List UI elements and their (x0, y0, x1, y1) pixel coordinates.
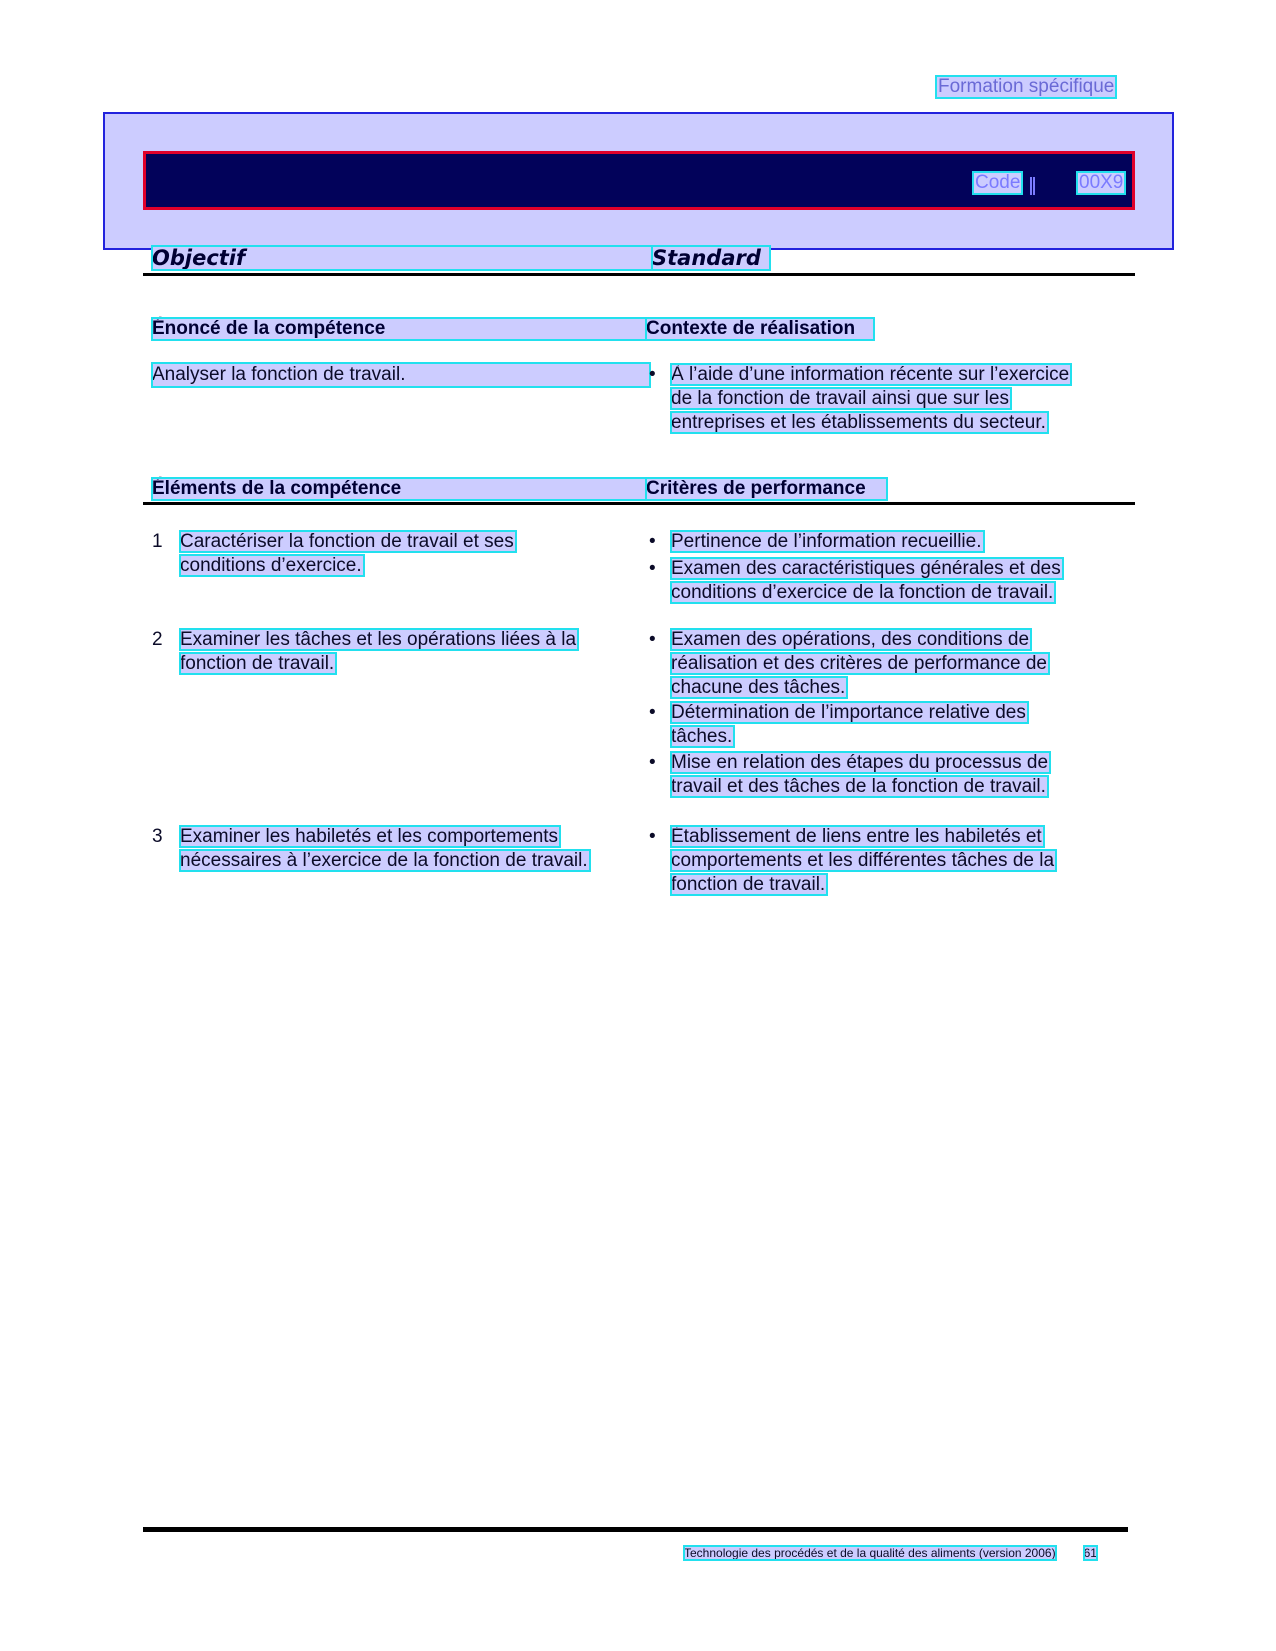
contexte-line: de la fonction de travail ainsi que sur les (671, 388, 1009, 409)
section-rule (143, 502, 1135, 505)
critere-line: Pertinence de l’information recueillie. (671, 531, 982, 552)
critere-bullet (649, 701, 1028, 749)
bullet-icon: • (649, 364, 656, 385)
critere-bullet (649, 825, 1056, 897)
contexte-line: À l’aide d’une information récente sur l’exercice (671, 364, 1070, 385)
enonce-text: Analyser la fonction de travail. (152, 363, 650, 387)
bullet-icon: • (649, 558, 656, 579)
bullet-icon: • (649, 752, 656, 773)
element-line: fonction de travail. (180, 653, 335, 674)
element-line: Examiner les tâches et les opérations liées à la (180, 629, 577, 650)
critere-bullet (649, 530, 984, 554)
critere-line: Détermination de l’importance relative des (671, 702, 1026, 723)
contexte-bullet (649, 363, 1071, 435)
code-value: 00X9 (1079, 172, 1124, 193)
element-line: Caractériser la fonction de travail et ses (180, 531, 514, 552)
code-label: Code (975, 172, 1021, 193)
page-number: 61 (1083, 1546, 1097, 1560)
code-separator (1030, 177, 1035, 195)
contexte-line: entreprises et les établissements du secteur. (671, 412, 1046, 433)
element-number: 1 (152, 531, 163, 552)
element-item (180, 530, 516, 578)
element-number: 3 (152, 826, 163, 847)
critere-bullet (649, 628, 1049, 700)
element-line: conditions d’exercice. (180, 555, 362, 576)
bullet-icon: • (649, 629, 656, 650)
footer-rule (143, 1527, 1128, 1532)
critere-line: conditions d’exercice de la fonction de travail. (671, 582, 1054, 603)
column-heading-objectif: Objectif (152, 246, 652, 270)
footer-text: Technologie des procédés et de la qualité des aliments (version 2006) (684, 1546, 1056, 1560)
critere-line: travail et des tâches de la fonction de travail. (671, 776, 1046, 797)
critere-line: Examen des caractéristiques générales et des (671, 558, 1061, 579)
element-number: 2 (152, 629, 163, 650)
element-item (180, 825, 590, 873)
element-line: nécessaires à l’exercice de la fonction de travail. (180, 850, 588, 871)
section-label: Formation spécifique (938, 76, 1115, 97)
criteres-heading: Critères de performance (646, 478, 887, 500)
critere-line: fonction de travail. (671, 874, 826, 895)
bullet-icon: • (649, 531, 656, 552)
element-item (180, 628, 578, 676)
critere-line: Mise en relation des étapes du processus de (671, 752, 1049, 773)
header-rule (143, 273, 1135, 276)
element-line: Examiner les habiletés et les comportements (180, 826, 559, 847)
bullet-icon: • (649, 826, 656, 847)
enonce-heading: Énoncé de la compétence (152, 318, 652, 340)
critere-line: Établissement de liens entre les habiletés et (671, 826, 1042, 847)
critere-line: réalisation et des critères de performance de (671, 653, 1047, 674)
critere-bullet (649, 751, 1050, 799)
critere-bullet (649, 557, 1063, 605)
elements-heading: Éléments de la compétence (152, 478, 646, 500)
critere-line: comportements et les différentes tâches de la (671, 850, 1055, 871)
bullet-icon: • (649, 702, 656, 723)
column-heading-standard: Standard (652, 246, 770, 270)
page-footer (684, 1546, 1097, 1560)
critere-line: tâches. (671, 726, 733, 747)
contexte-heading: Contexte de réalisation (646, 318, 874, 340)
critere-line: Examen des opérations, des conditions de (671, 629, 1030, 650)
critere-line: chacune des tâches. (671, 677, 846, 698)
